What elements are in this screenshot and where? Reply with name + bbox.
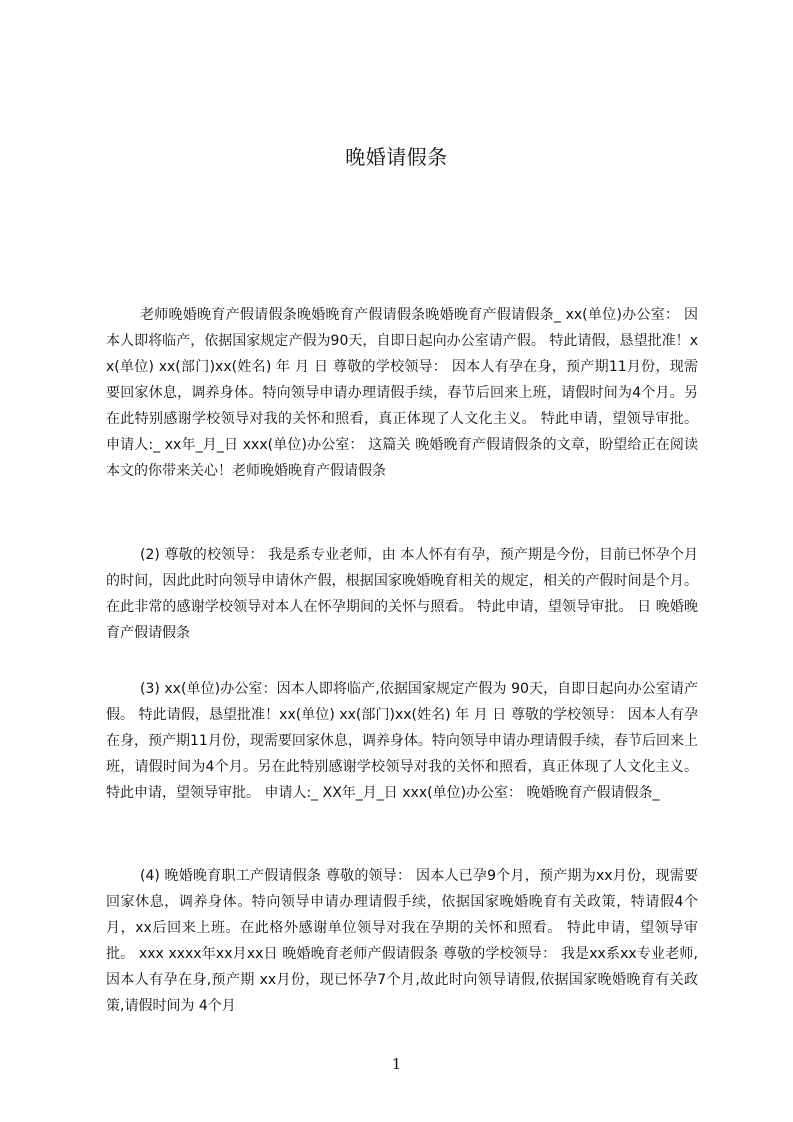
paragraph-3: (3) xx(单位)办公室：因本人即将临产,依据国家规定产假为 90天，自即日起向办公室请产假。 特此请假，恳望批准！xx(单位) xx(部门)xx(姓名) 年 月 日 尊敬的学校领导： 因本人有孕在身，预产期11月份，现需要回家休息，调养身体。特向领导申请办理请假手续，春节后回来上班，请假时间为4个月。另在此特别感谢学校领导对我的关怀和照看，真正体现了人文化主义。 特此申请，望领导审批。 申请人:_ XX年_月_日 xxx(单位)办公室： 晚婚晚育产假请假条_ — [106, 681, 698, 801]
paragraph-1: 老师晚婚晚育产假请假条晚婚晚育产假请假条晚婚晚育产假请假条_ xx(单位)办公室： 因本人即将临产，依据国家规定产假为90天，自即日起向办公室请产假。 特此请假，恳望批准！xx(单位) xx(部门)xx(姓名) 年 月 日 尊敬的学校领导： 因本人有孕在身，预产期11月份，现需要回家休息，调养身体。特向领导申请办理请假手续，春节后回来上班，请假时间为4个月。另在此特别感谢学校领导对我的关怀和照看，真正体现了人文化主义。 特此申请，望领导审批。 申请人:_ xx年_月_日 xxx(单位)办公室： 这篇关 晚婚晚育产假请假条的文章，盼望给正在阅读本文的你带来关心！老师晚婚晚育产假请假条 — [106, 307, 698, 479]
paragraph-2: (2) 尊敬的校领导： 我是系专业老师，由 本人怀有有孕，预产期是今份，目前已怀孕个月的时间，因此此时向领导申请休产假，根据国家晚婚晚育相关的规定，相关的产假时间是个月。 在此非常的感谢学校领导对本人在怀孕期间的关怀与照看。 特此申请，望领导审批。 日 晚婚晚育产假请假条 — [106, 547, 698, 641]
page-number: 1 — [391, 1055, 402, 1073]
paragraph-4: (4) 晚婚晚育职工产假请假条 尊敬的领导： 因本人已孕9个月，预产期为xx月份，现需要回家休息，调养身体。特向领导申请办理请假手续，依据国家晚婚晚育有关政策，特请假4个月，xx后回来上班。在此格外感谢单位领导对我在孕期的关怀和照看。 特此申请，望领导审批。 xxx xxxx年xx月xx日 晚婚晚育老师产假请假条 尊敬的学校领导： 我是xx系xx专业老师,因本人有孕在身,预产期 xx月份，现已怀孕7个月,故此时向领导请假,依据国家晚婚晚育有关政策,请假时间为 4个月 — [106, 868, 698, 1014]
page-title: 晚婚请假条 — [345, 145, 448, 169]
